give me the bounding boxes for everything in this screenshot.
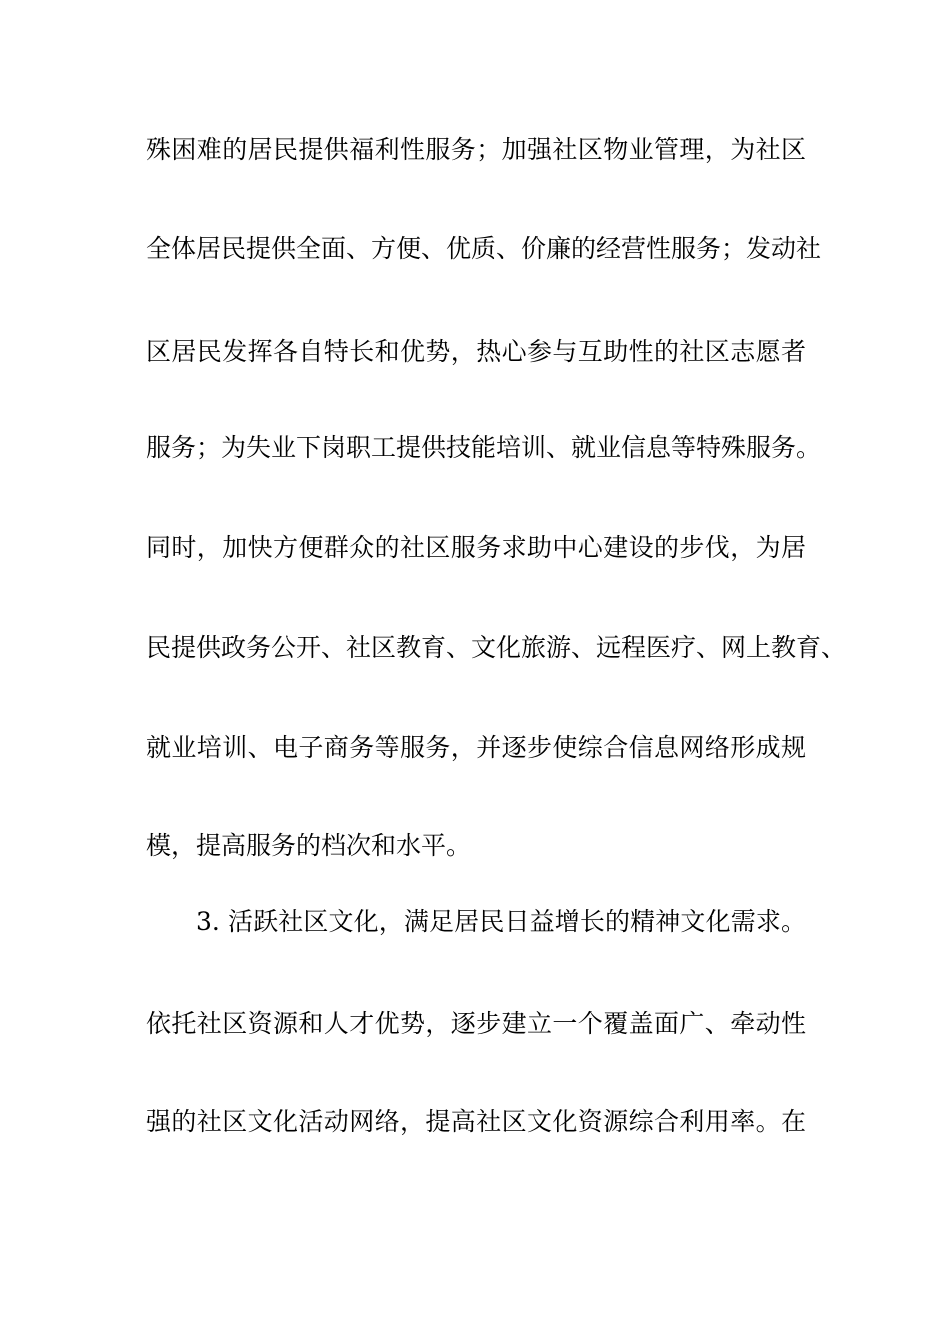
paragraph-line: 依托社区资源和人才优势，逐步建立一个覆盖面广、牵动性: [146, 1009, 806, 1038]
paragraph-line: 殊困难的居民提供福利性服务；加强社区物业管理，为社区: [146, 135, 806, 164]
paragraph-line: 全体居民提供全面、方便、优质、价廉的经营性服务；发动社: [146, 234, 822, 263]
paragraph-line: 服务；为失业下岗职工提供技能培训、就业信息等特殊服务。: [146, 433, 822, 462]
paragraph-line: 模，提高服务的档次和水平。: [146, 831, 472, 860]
section-heading-line: 3. 活跃社区文化，满足居民日益增长的精神文化需求。: [196, 907, 806, 936]
paragraph-line: 就业培训、电子商务等服务，并逐步使综合信息网络形成规: [146, 733, 806, 762]
paragraph-line: 强的社区文化活动网络，提高社区文化资源综合利用率。在: [146, 1107, 806, 1136]
paragraph-line: 同时，加快方便群众的社区服务求助中心建设的步伐，为居: [146, 533, 806, 562]
paragraph-line: 民提供政务公开、社区教育、文化旅游、远程医疗、网上教育、: [146, 633, 847, 662]
paragraph-line: 区居民发挥各自特长和优势，热心参与互助性的社区志愿者: [146, 337, 806, 366]
